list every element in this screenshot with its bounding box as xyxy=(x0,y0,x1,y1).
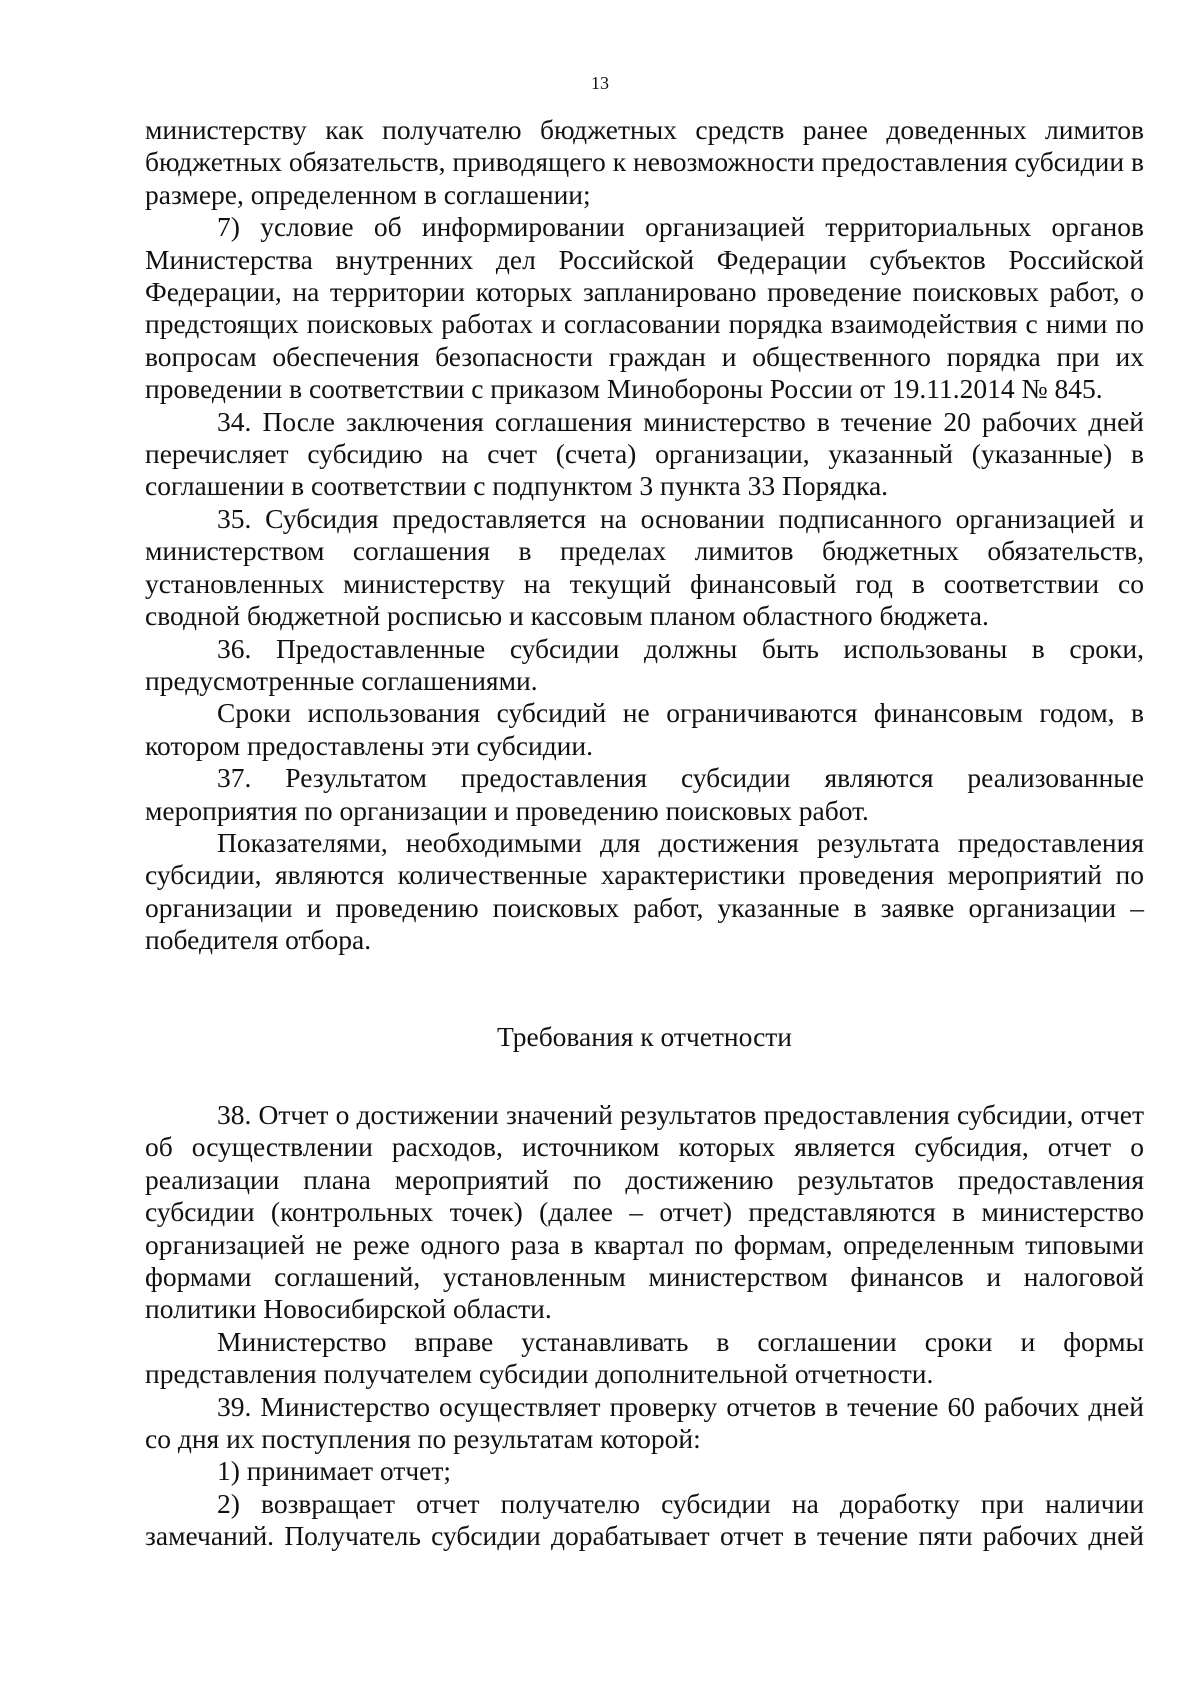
paragraph-34: 34. После заключения соглашения министерство в течение 20 рабочих дней перечисляет субсидию на счет (счета) организации, указанный (указанные) в соглашении в соответствии с подпунктом 3 пункта 33 Порядка. xyxy=(145,405,1144,502)
paragraph-39: 39. Министерство осуществляет проверку отчетов в течение 60 рабочих дней со дня их поступления по результатам которой: xyxy=(145,1390,1144,1455)
document-body xyxy=(145,114,1144,1553)
paragraph-38: 38. Отчет о достижении значений результатов предоставления субсидии, отчет об осуществлении расходов, источником которых является субсидия, отчет о реализации плана мероприятий по достижению результатов предоставления субсидии (контрольных точек) (далее – отчет) представляются в министерство организацией не реже одного раза в квартал по формам, определенным типовыми формами соглашений, установленным министерством финансов и налоговой политики Новосибирской области. xyxy=(145,1098,1144,1325)
section-title: Требования к отчетности xyxy=(496,1020,793,1052)
paragraph-ministry-rights: Министерство вправе устанавливать в соглашении сроки и формы представления получателем субсидии дополнительной отчетности. xyxy=(145,1325,1144,1390)
paragraph-indicators: Показателями, необходимыми для достижения результата предоставления субсидии, являются количественные характеристики проведения мероприятий по организации и проведению поисковых работ, указанные в заявке организации – победителя отбора. xyxy=(145,826,1144,956)
paragraph-37: 37. Результатом предоставления субсидии являются реализованные мероприятия по организации и проведению поисковых работ. xyxy=(145,762,1144,826)
paragraph-item-7: 7) условие об информировании организацией территориальных органов Министерства внутренних дел Российской Федерации субъектов Российской Федерации, на территории которых запланировано проведение поисковых работ, о предстоящих поисковых работах и согласовании порядка взаимодействия с ними по вопросам обеспечения безопасности граждан и общественного порядка при их проведении в соответствии с приказом Минобороны России от 19.11.2014 № 845. xyxy=(145,211,1144,405)
paragraph-item-2: 2) возвращает отчет получателю субсидии на доработку при наличии замечаний. Получатель субсидии дорабатывает отчет в течение пяти рабочих дней xyxy=(145,1487,1144,1552)
paragraph-item-1: 1) принимает отчет; xyxy=(217,1455,452,1487)
paragraph-35: 35. Субсидия предоставляется на основании подписанного организацией и министерством соглашения в пределах лимитов бюджетных обязательств, установленных министерству на текущий финансовый год в соответствии со сводной бюджетной росписью и кассовым планом областного бюджета. xyxy=(145,502,1144,632)
page-number: 13 xyxy=(591,73,609,93)
paragraph-subsidy-terms: Сроки использования субсидий не ограничиваются финансовым годом, в котором предоставлены эти субсидии. xyxy=(145,697,1144,761)
paragraph-continuation: министерству как получателю бюджетных средств ранее доведенных лимитов бюджетных обязательств, приводящего к невозможности предоставления субсидии в размере, определенном в соглашении; xyxy=(145,114,1144,210)
paragraph-36: 36. Предоставленные субсидии должны быть использованы в сроки, предусмотренные соглашениями. xyxy=(145,632,1144,696)
